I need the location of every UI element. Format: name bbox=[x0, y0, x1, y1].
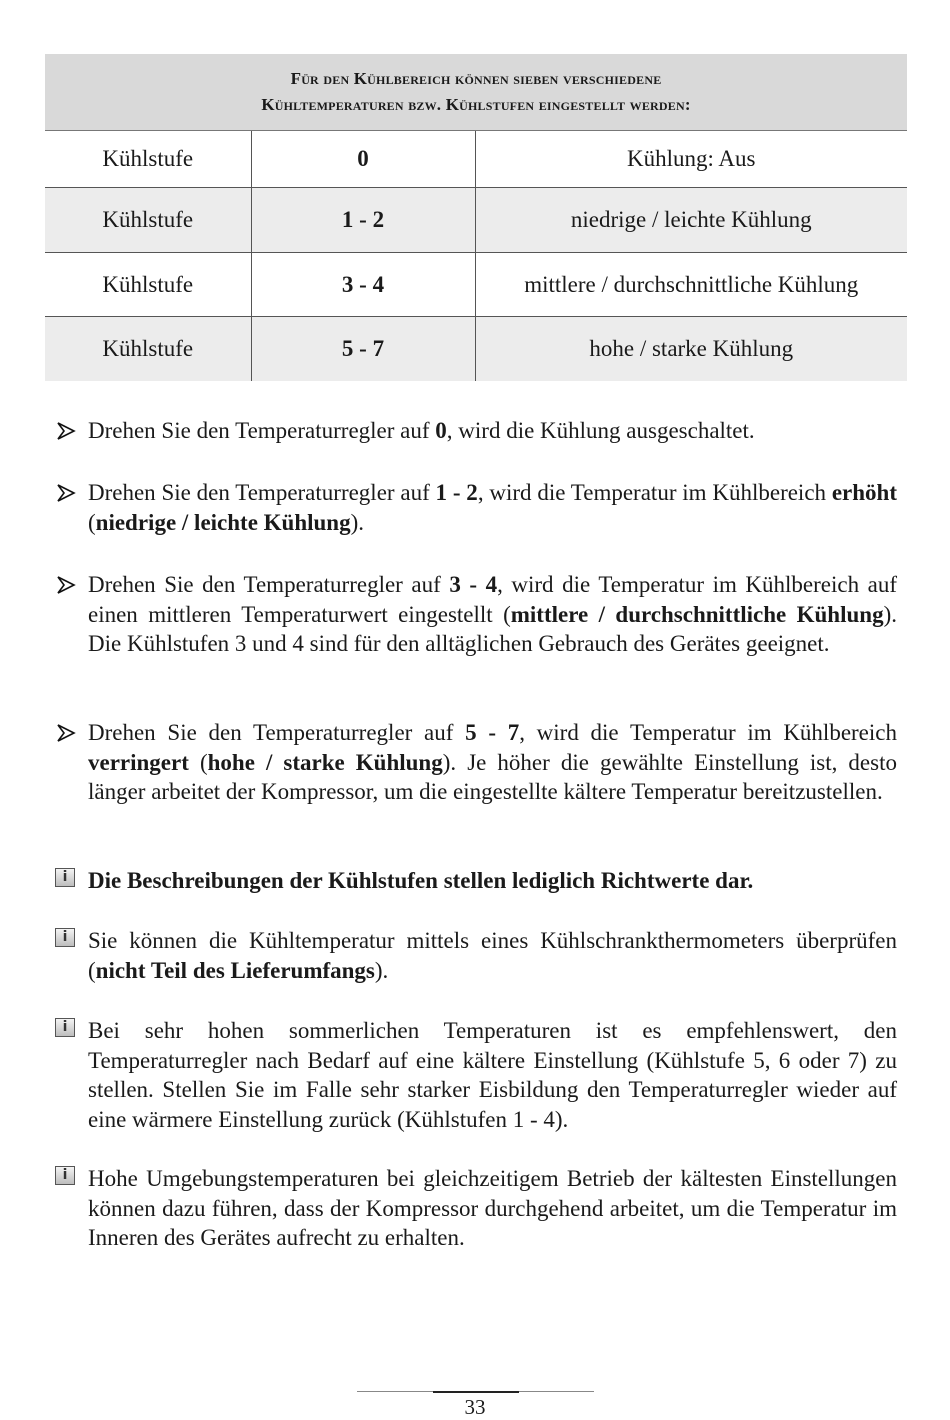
text-span: , wird die Temperatur im Kühlbereich bbox=[519, 720, 897, 745]
row-level: 0 bbox=[251, 131, 475, 188]
page-number: 33 bbox=[464, 1395, 486, 1419]
bold-span: hohe / starke Kühlung bbox=[207, 749, 443, 775]
bold-span: Die Beschreibungen der Kühlstufen stellen lediglich Richtwerte dar. bbox=[88, 868, 754, 893]
arrow-bullet-icon bbox=[55, 420, 77, 442]
text-span: Sie können die Kühltemperatur mittels eines Kühlschrankthermometers überprüfen ( bbox=[88, 928, 897, 983]
row-label: Kühlstufe bbox=[45, 253, 251, 317]
row-label: Kühlstufe bbox=[45, 131, 251, 188]
bullet-item bbox=[55, 416, 897, 446]
table-row bbox=[45, 317, 907, 382]
note-item bbox=[55, 926, 897, 985]
bullet-item bbox=[55, 718, 897, 807]
table-row bbox=[45, 188, 907, 253]
bold-span: niedrige / leichte Kühlung bbox=[95, 509, 351, 535]
info-icon: i bbox=[55, 1018, 75, 1037]
text-span: ( bbox=[88, 509, 96, 535]
bold-span: 0 bbox=[435, 418, 447, 443]
note-text bbox=[88, 1164, 897, 1253]
bold-span: erhöht bbox=[831, 480, 898, 505]
text-span: Drehen Sie den Temperaturregler auf bbox=[88, 572, 450, 597]
table-header-row bbox=[45, 54, 907, 131]
footer-divider-accent bbox=[433, 1391, 519, 1393]
note-text bbox=[88, 866, 897, 896]
info-icon: i bbox=[55, 1166, 75, 1185]
text-span: ). bbox=[374, 957, 389, 983]
text-span: Drehen Sie den Temperaturregler auf bbox=[88, 418, 436, 443]
table-row bbox=[45, 253, 907, 317]
row-level: 1 - 2 bbox=[251, 188, 475, 253]
arrow-bullet-icon bbox=[55, 574, 77, 596]
row-description: niedrige / leichte Kühlung bbox=[475, 188, 907, 253]
row-description: mittlere / durchschnittliche Kühlung bbox=[475, 253, 907, 317]
cooling-levels-table bbox=[45, 54, 907, 381]
bullet-text bbox=[88, 416, 897, 446]
text-span: ). bbox=[350, 509, 365, 535]
arrow-bullet-icon bbox=[55, 722, 77, 744]
text-span: Drehen Sie den Temperaturregler auf bbox=[88, 720, 466, 745]
text-span: Bei sehr hohen sommerlichen Temperaturen ist es empfehlenswert, den Temperaturregler nach Bedarf auf eine kältere Einstellung (Kühlstufe 5, 6 oder 7) zu stellen. Stellen Sie im Falle sehr starker Eisbildung den Temperaturregler wieder auf eine wärmere Einstellung zurück (Kühlstufen 1 - 4). bbox=[88, 1018, 897, 1132]
note-text bbox=[88, 926, 897, 985]
bold-span: mittlere / durchschnittliche Kühlung bbox=[510, 601, 884, 627]
note-item bbox=[55, 1016, 897, 1134]
note-item bbox=[55, 866, 897, 896]
arrow-bullet-icon bbox=[55, 482, 77, 504]
bullet-item bbox=[55, 478, 897, 537]
text-span: ( bbox=[188, 749, 208, 775]
text-span: ). Je höher die gewählte Einstellung ist, desto länger arbeitet der Kompressor, um die eingestellte kältere Temperatur bereitzustellen. bbox=[88, 749, 897, 804]
bullet-text bbox=[88, 478, 897, 537]
bold-span: 1 - 2 bbox=[435, 480, 478, 505]
table-header bbox=[45, 54, 907, 131]
row-label: Kühlstufe bbox=[45, 188, 251, 253]
table-header-line-2: Kühltemperaturen bzw. Kühlstufen eingestellt werden: bbox=[261, 95, 691, 114]
text-span: , wird die Kühlung ausgeschaltet. bbox=[446, 418, 755, 443]
note-text bbox=[88, 1016, 897, 1134]
row-description: hohe / starke Kühlung bbox=[475, 317, 907, 382]
info-icon: i bbox=[55, 868, 75, 887]
table-row bbox=[45, 131, 907, 188]
table-header-line-1: Für den Kühlbereich können sieben verschiedene bbox=[290, 69, 662, 88]
bold-span: 3 - 4 bbox=[449, 572, 498, 597]
bullet-text bbox=[88, 718, 897, 807]
text-span: , wird die Temperatur im Kühlbereich bbox=[477, 480, 832, 505]
bold-span: 5 - 7 bbox=[465, 720, 520, 745]
bold-span: verringert bbox=[88, 749, 189, 775]
bold-span: nicht Teil des Lieferumfangs bbox=[95, 957, 375, 983]
text-span: Hohe Umgebungstemperaturen bei gleichzeitigem Betrieb der kältesten Einstellungen können dazu führen, dass der Kompressor durchgehend arbeitet, um die Temperatur im Inneren des Gerätes aufrecht zu erhalten. bbox=[88, 1166, 897, 1250]
text-span: Drehen Sie den Temperaturregler auf bbox=[88, 480, 436, 505]
bullet-item bbox=[55, 570, 897, 659]
text-span: ). Die Kühlstufen 3 und 4 sind für den alltäglichen Gebrauch des Gerätes geeignet. bbox=[88, 601, 897, 656]
info-icon: i bbox=[55, 928, 75, 947]
row-level: 5 - 7 bbox=[251, 317, 475, 382]
text-span: , wird die Temperatur im Kühlbereich auf einen mittleren Temperaturwert eingestellt ( bbox=[88, 572, 898, 627]
note-item bbox=[55, 1164, 897, 1253]
row-description: Kühlung: Aus bbox=[475, 131, 907, 188]
row-label: Kühlstufe bbox=[45, 317, 251, 382]
row-level: 3 - 4 bbox=[251, 253, 475, 317]
bullet-text bbox=[88, 570, 897, 659]
